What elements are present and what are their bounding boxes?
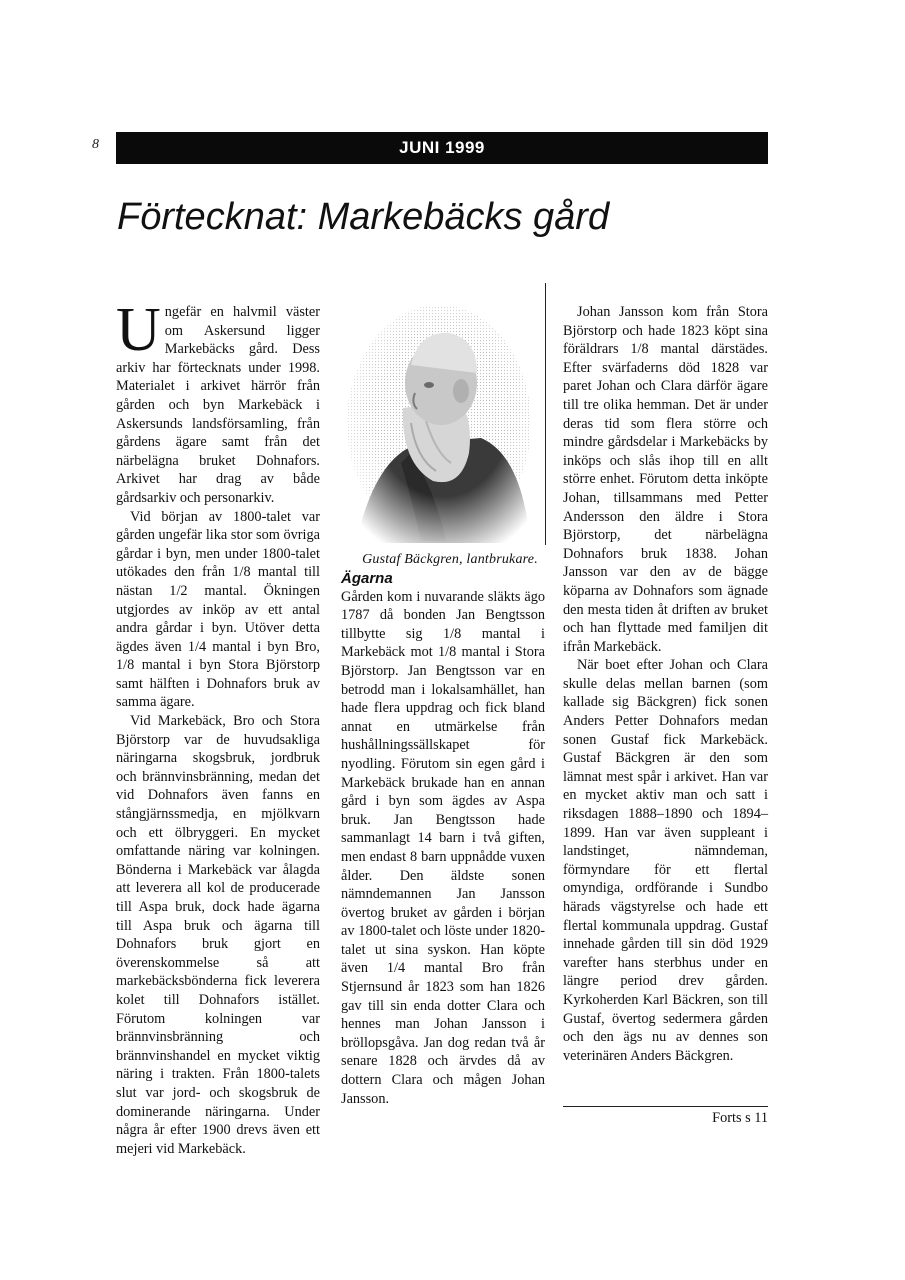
portrait-image	[341, 303, 545, 551]
continuation-note: Forts s 11	[712, 1110, 768, 1126]
paragraph-backgren: När boet efter Johan och Clara skulle delas mellan barnen (som kallade sig Bäckgren) fick sonen Anders Petter Dohnafors medan sonen Gustaf fick Markebäck. Gustaf Bäckgren är den som lämnat mest spår i arkivet. Han var en mycket aktiv man och satt i riksdagen 1888–1890 och 1894–1899. Han var även suppleant i landstinget, nämndeman, förmyndare för ett flertal omyndiga, ordförande i Sundbo härads vägstyrelse och hade ett flertal kommunala uppdrag. Gustaf innehade gården till sin död 1929 varefter hans sterbhus under en längre period drev gården. Kyrkoherden Karl Bäckren, son till Gustaf, övertog sedermera gården och den ägs nu av dennes son veterinären Anders Bäckgren.	[563, 657, 768, 1064]
paragraph-industries: Vid Markebäck, Bro och Stora Björstorp var de huvudsakliga näringarna skogsbruk, jordbruk och brännvinsbränning, medan det vid Dohnafors även fanns en stångjärnssmedja, en mjölkvarn och ett ölbryggeri. En mycket omfattande näring var kolningen. Bönderna i Markebäck var ålagda att leverera all kol de producerade till Aspa bruk, dock hade ägarna till Aspa bruk och ägarna till Dohnafors bruk gjort en överenskommelse så att markebäcksbönderna fick leverera kolet till Dohnafors istället. Förutom kolningen var brännvinsbränning och brännvinshandel en mycket viktig näring i trakten. Från 1800-talets slut var jord- och skogsbruk de dominerande näringarna. Under några år efter 1900 drevs även ett mejeri vid Markebäck.	[116, 713, 320, 1157]
paragraph-growth: Vid början av 1800-talet var gården ungefär lika stor som övriga gårdar i byn, men under 1800-talet utökades den från 1/8 mantal till nästan 1/2 mantal. Ökningen utgjordes av inköp av ett antal andra gårdar i byn. Utöver detta ägdes även 1/4 mantal i byn Bro, 1/8 mantal i byn Stora Björstorp samt hälften i Dohnafors bruk av samma ägare.	[116, 508, 320, 711]
issue-date: JUNI 1999	[399, 138, 485, 157]
drop-cap: U	[116, 296, 161, 364]
footer-divider	[563, 1106, 768, 1107]
article-column-2	[341, 303, 545, 1108]
article-column-1	[116, 296, 320, 1158]
article-column-3	[563, 303, 768, 1065]
photo-caption: Gustaf Bäckgren, lantbrukare.	[362, 552, 538, 567]
column-divider	[545, 283, 546, 545]
intro-paragraph-text: ngefär en halvmil väster om Askersund ligger Markebäcks gård. Dess arkiv har förtecknats under 1998. Materialet i arkivet härrör från gården och byn Markebäck i Askersunds landsförsamling, från gårdens ägare samt från det närbelägna bruket Dohnafors. Arkivet har drag av både gårdsarkiv och personarkiv.	[116, 304, 320, 506]
portrait-photo	[341, 303, 545, 551]
paragraph-johan-jansson: Johan Jansson kom från Stora Björstorp och hade 1823 köpt sina föräldrars 1/8 mantal därstädes. Efter svärfaderns död 1828 var paret Johan och Clara därför ägare till tre olika hemman. Det är under deras tid som flera större och mindre gårdsdelar i Markebäcks by inköps och slås ihop till en allt större enhet. Förutom detta inköpte Johan, tillsammans med Petter Andersson den äldre i Stora Björstorp, det närbelägna Dohnafors bruk 1838. Johan Jansson var den av de bägge köparna av Dohnafors som ägnade den mesta tiden åt driften av bruket och han flyttade med familjen dit ifrån Markebäck.	[563, 304, 768, 655]
paragraph-owners: Gården kom i nuvarande släkts ägo 1787 då bonden Jan Bengtsson tillbytte sig 1/8 mantal i Markebäck mot 1/8 mantal i Stora Björstorp. Jan Bengtsson var en betrodd man i lokalsamhället, han hade flera uppdrag och fick bland annat en utmärkelse från hushållningssällskapet för nyodling. Förutom sin egen gård i Markebäck brukade han en annan gård i byn som ägdes av Aspa bruk. Jan Bengtsson hade sammanlagt 14 barn i två giften, men endast 8 barn uppnådde vuxen ålder. Den äldste sonen nämndemannen Jan Jansson övertog bruket av gården i början av 1800-talet och löste under 1820-talet ut sina syskon. Han köpte även 1/4 mantal Bro från Stjernsund år 1823 som han 1826 gav till sin enda dotter Clara och hennes man Johan Jansson i bröllopsgåva. Jan dog redan två år senare 1828 och ärvdes då av dottern Clara och mågen Johan Jansson.	[341, 588, 545, 1107]
issue-header-bar	[116, 132, 768, 164]
article-title: Förtecknat: Markebäcks gård	[117, 196, 610, 238]
page-number: 8	[92, 137, 99, 152]
intro-paragraph	[116, 296, 320, 508]
section-heading-owners: Ägarna	[341, 569, 393, 587]
